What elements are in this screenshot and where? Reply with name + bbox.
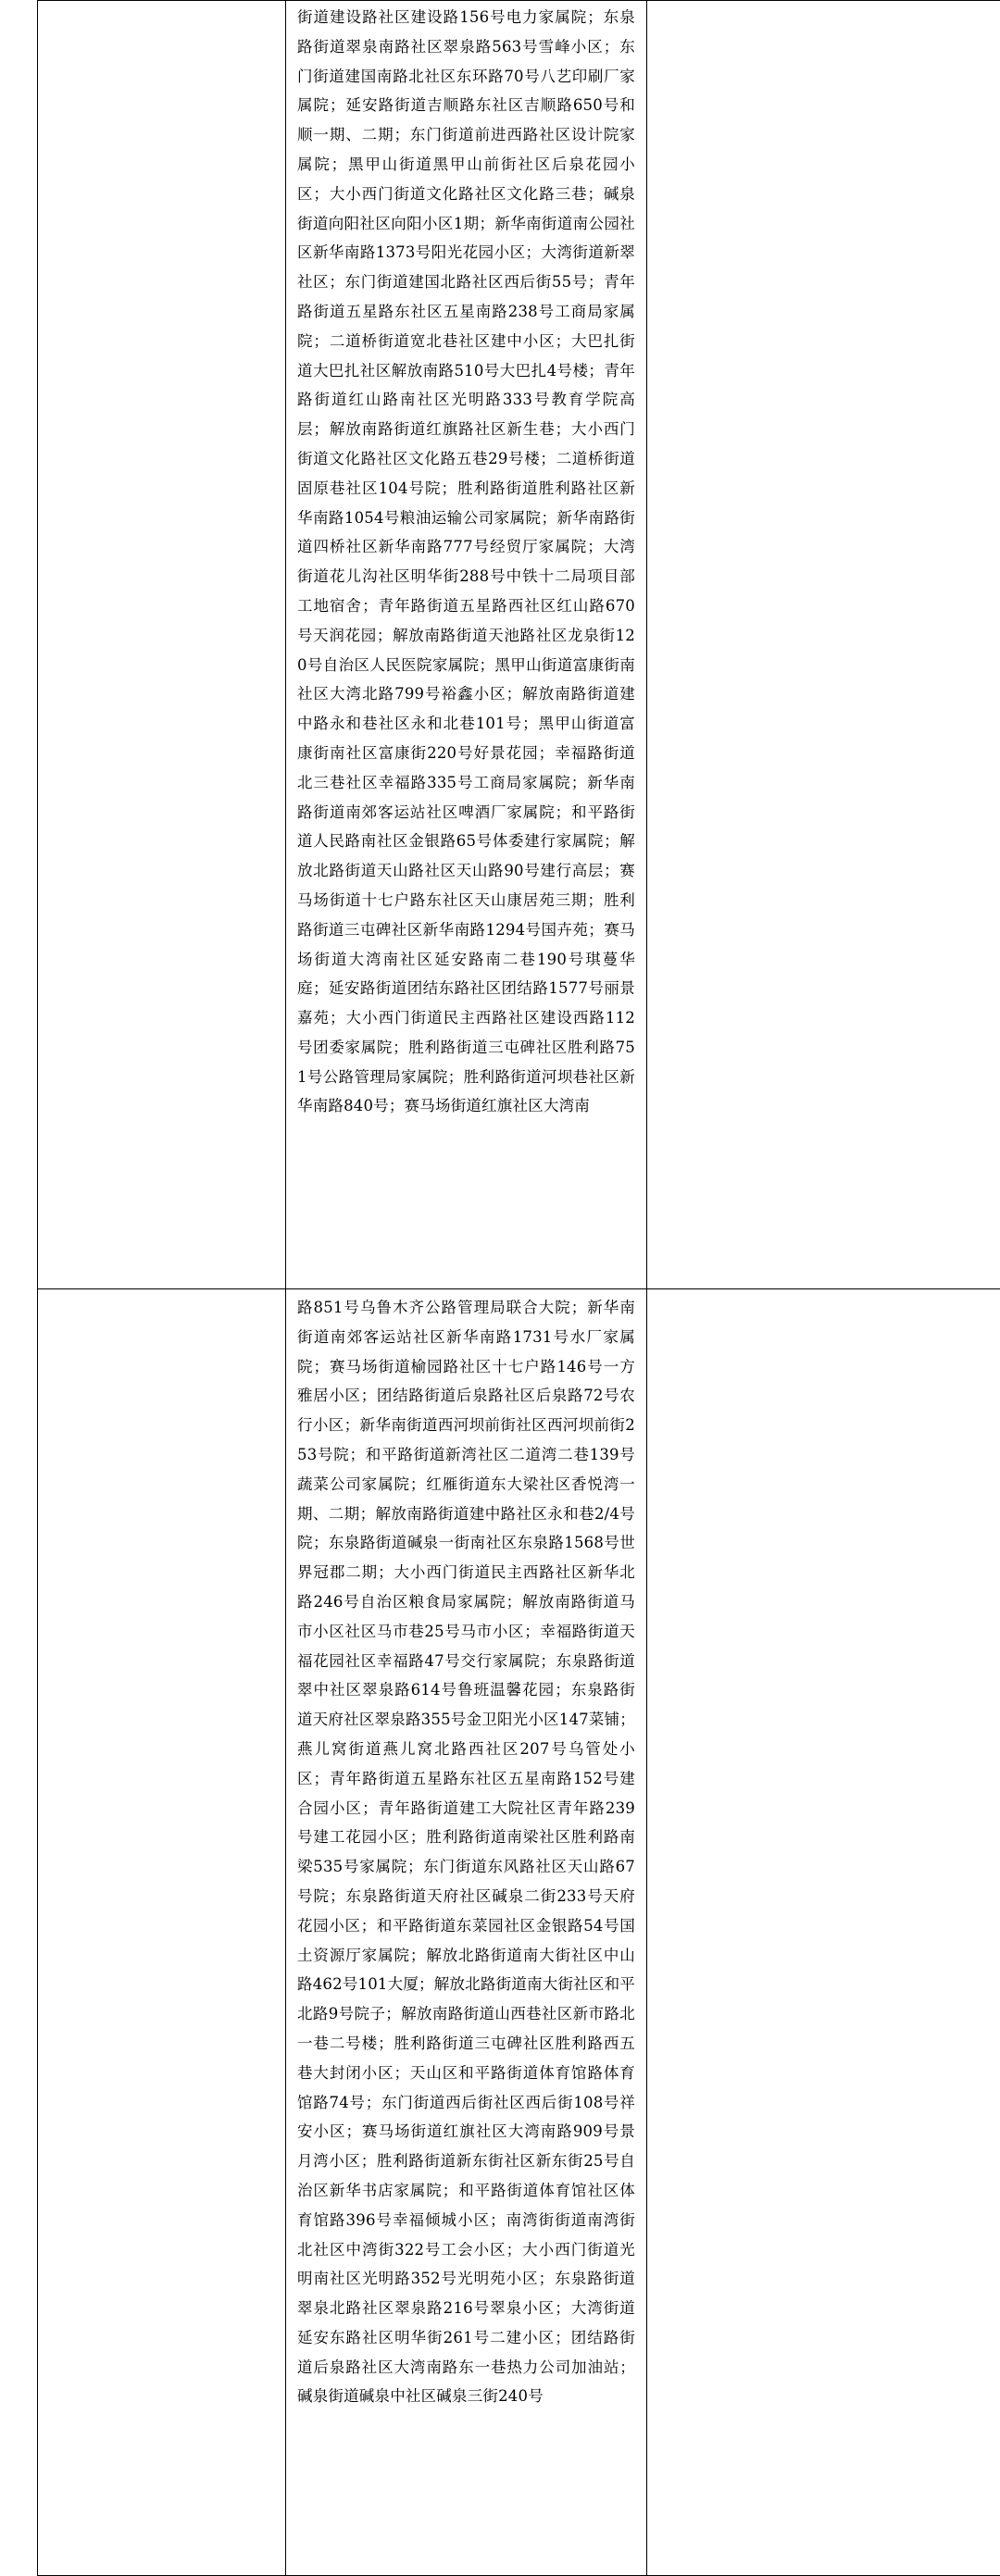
table-cell-empty-left <box>38 1 286 1289</box>
address-list-text: 路851号乌鲁木齐公路管理局联合大院；新华南街道南郊客运站社区新华南路1731号水厂家属院；赛马场街道榆园路社区十七户路146号一方雅居小区；团结路街道后泉路社区后泉路72号农行小区；新华南街道西河坝前街社区西河坝前街253号院；和平路街道新湾社区二道湾二巷139号蔬菜公司家属院；红雁街道东大梁社区香悦湾一期、二期；解放南路街道建中路社区永和巷2/4号院；东泉路街道碱泉一街南社区东泉路1568号世界冠郡二期；大小西门街道民主西路社区新华北路246号自治区粮食局家属院；解放南路街道马市小区社区马市巷25号马市小区；幸福路街道天福花园社区幸福路47号交行家属院；东泉路街道翠中社区翠泉路614号鲁班温馨花园；东泉路街道天府社区翠泉路355号金卫阳光小区147菜铺；燕儿窝街道燕儿窝北路西社区207号乌管处小区；青年路街道五星路东社区五星南路152号建合园小区；青年路街道建工大院社区青年路239号建工花园小区；胜利路街道南梁社区胜利路南梁535号家属院；东门街道东风路社区天山路67号院；东泉路街道天府社区碱泉二街233号天府花园小区；和平路街道东菜园社区金银路54号国土资源厅家属院；解放北路街道南大街社区中山路462号101大厦；解放北路街道南大街社区和平北路9号院子；解放南路街道山西巷社区新市路北一巷二号楼；胜利路街道三屯碑社区胜利路西五巷大封闭小区；天山区和平路街道体育馆路体育馆路74号；东门街道西后街社区西后街108号祥安小区；赛马场街道红旗社区大湾南路909号景月湾小区；胜利路街道新东街社区新东街25号自治区新华书店家属院；和平路街道体育馆社区体育馆路396号幸福倾城小区；南湾街街道南湾街北社区中湾街322号工会小区；大小西门街道光明南社区光明路352号光明苑小区；东泉路街道翠泉北路社区翠泉路216号翠泉小区；大湾街道延安东路社区明华街261号二建小区；团结路街道后泉路社区大湾南路东一巷热力公司加油站；碱泉街道碱泉中社区碱泉三街240号 <box>286 1289 647 2575</box>
table-cell-empty-left <box>38 1289 286 2576</box>
table-cell-addresses <box>286 1289 647 2576</box>
table-row <box>38 1289 1000 2576</box>
address-list-text: 街道建设路社区建设路156号电力家属院；东泉路街道翠泉南路社区翠泉路563号雪峰小区；东门街道建国南路北社区东环路70号八艺印刷厂家属院；延安路街道吉顺路东社区吉顺路650号和顺一期、二期；东门街道前进西路社区设计院家属院；黑甲山街道黑甲山前街社区后泉花园小区；大小西门街道文化路社区文化路三巷；碱泉街道向阳社区向阳小区1期；新华南街道南公园社区新华南路1373号阳光花园小区；大湾街道新翠社区；东门街道建国北路社区西后街55号；青年路街道五星路东社区五星南路238号工商局家属院；二道桥街道宽北巷社区建中小区；大巴扎街道大巴扎社区解放南路510号大巴扎4号楼；青年路街道红山路南社区光明路333号教育学院高层；解放南路街道红旗路社区新生巷；大小西门街道文化路社区文化路五巷29号楼；二道桥街道固原巷社区104号院；胜利路街道胜利路社区新华南路1054号粮油运输公司家属院；新华南路街道四桥社区新华南路777号经贸厅家属院；大湾街道花儿沟社区明华街288号中铁十二局项目部工地宿舍；青年路街道五星路西社区红山路670号天润花园；解放南路街道天池路社区龙泉街120号自治区人民医院家属院；黑甲山街道富康街南社区大湾北路799号裕鑫小区；解放南路街道建中路永和巷社区永和北巷101号；黑甲山街道富康街南社区富康街220号好景花园；幸福路街道北三巷社区幸福路335号工商局家属院；新华南路街道南郊客运站社区啤酒厂家属院；和平路街道人民路南社区金银路65号体委建行家属院；解放北路街道天山路社区天山路90号建行高层；赛马场街道十七户路东社区天山康居苑三期；胜利路街道三屯碑社区新华南路1294号国卉苑；赛马场街道大湾南社区延安路南二巷190号琪蔓华庭；延安路街道团结东路社区团结路1577号丽景嘉苑；大小西门街道民主西路社区建设西路112号团委家属院；胜利路街道三屯碑社区胜利路751号公路管理局家属院；胜利路街道河坝巷社区新华南路840号；赛马场街道红旗社区大湾南 <box>286 1 647 1288</box>
table-cell-empty-right <box>647 1 1000 1289</box>
table-cell-addresses <box>286 1 647 1289</box>
table-cell-empty-right <box>647 1289 1000 2576</box>
table-row <box>38 1 1000 1289</box>
address-table <box>37 0 1000 2576</box>
